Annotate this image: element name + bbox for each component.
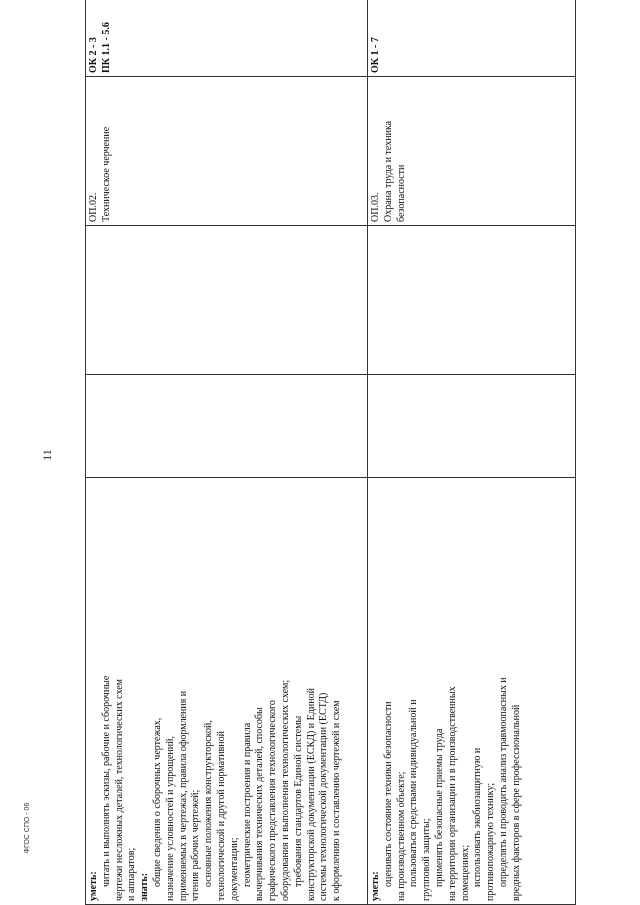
knowledge-line: к оформлению и составлению чертежей и схем (331, 700, 343, 901)
knowledge-line: общие сведения о сборочных чертежах, (151, 717, 163, 887)
discipline-name: Охрана труда и техника безопасности (382, 120, 407, 222)
discipline-code: ОП.03. (370, 192, 381, 222)
knowledge-line: вычерчивания технических деталей, способы (254, 707, 266, 901)
knowledge-line: оборудования и выполнения технологических схем; (279, 679, 291, 901)
knowledge-line: основные положения конструкторской, (203, 720, 215, 887)
competency-code: ОК 1 - 7 (370, 37, 381, 73)
rotated-table-sheet (85, 15, 575, 905)
skills-line: читать и выполнять эскизы, рабочие и сборочные (100, 675, 112, 887)
skills-line: оценивать состояние техники безопасности (382, 701, 394, 887)
skills-line: на территории организации и в производственных (446, 686, 458, 901)
footer-document-code: ФГОС СПО - 06 (24, 802, 31, 854)
knowledge-label: знать: (139, 872, 151, 901)
empty-cell (368, 375, 576, 478)
knowledge-line: технологической и другой нормативной (215, 731, 227, 901)
knowledge-line: геометрические построения и правила (241, 722, 253, 887)
discipline-name: Техническое черчение (100, 126, 112, 222)
knowledge-line: применяемых в чертежах, правила оформления и (177, 690, 189, 901)
competency-code: ПК 1.1 - 5.6 (100, 22, 112, 73)
skills-label: уметь: (370, 871, 381, 901)
requirements-cell (368, 478, 576, 905)
competencies-cell (368, 0, 576, 77)
knowledge-line: документации; (228, 837, 240, 901)
competency-code: ОК 2 - 3 (88, 37, 99, 73)
discipline-code: ОП.02. (88, 192, 99, 222)
table-row (86, 0, 368, 905)
skills-line: применять безопасные приемы труда (433, 728, 445, 887)
knowledge-line: графического представления технологического (267, 700, 279, 901)
knowledge-line: требования стандартов Единой системы (292, 715, 304, 887)
requirements-cell (86, 478, 368, 905)
skills-label: уметь: (88, 871, 99, 901)
empty-cell (368, 226, 576, 375)
skills-line: использовать экобиозащитную и (472, 747, 484, 887)
discipline-cell (368, 77, 576, 226)
skills-line: и аппаратов; (126, 847, 138, 901)
skills-line: противопожарную технику; (485, 782, 497, 901)
skills-line: чертежи несложных деталей, технологических схем (113, 679, 125, 901)
knowledge-line: чтения рабочих чертежей; (190, 789, 202, 901)
curriculum-table (85, 0, 576, 905)
empty-cell (86, 226, 368, 375)
table-row (368, 0, 576, 905)
skills-line: на производственном объекте; (395, 771, 407, 901)
knowledge-line: системы технологической документации (ЕСТД) (318, 692, 330, 901)
discipline-cell (86, 77, 368, 226)
skills-line: определять и проводить анализ травмоопасных и (497, 677, 509, 887)
empty-cell (86, 375, 368, 478)
skills-line: групповой защиты; (421, 818, 433, 901)
competencies-cell (86, 0, 368, 77)
skills-line: помещениях; (459, 844, 471, 901)
skills-line: вредных факторов в сфере профессиональной (510, 704, 522, 901)
skills-line: пользоваться средствами индивидуальной и (408, 699, 420, 887)
knowledge-line: конструкторской документации (ЕСКД) и Единой (305, 688, 317, 901)
knowledge-line: назначение условностей и упрощений, (164, 736, 176, 901)
page-number: 11 (40, 449, 54, 461)
